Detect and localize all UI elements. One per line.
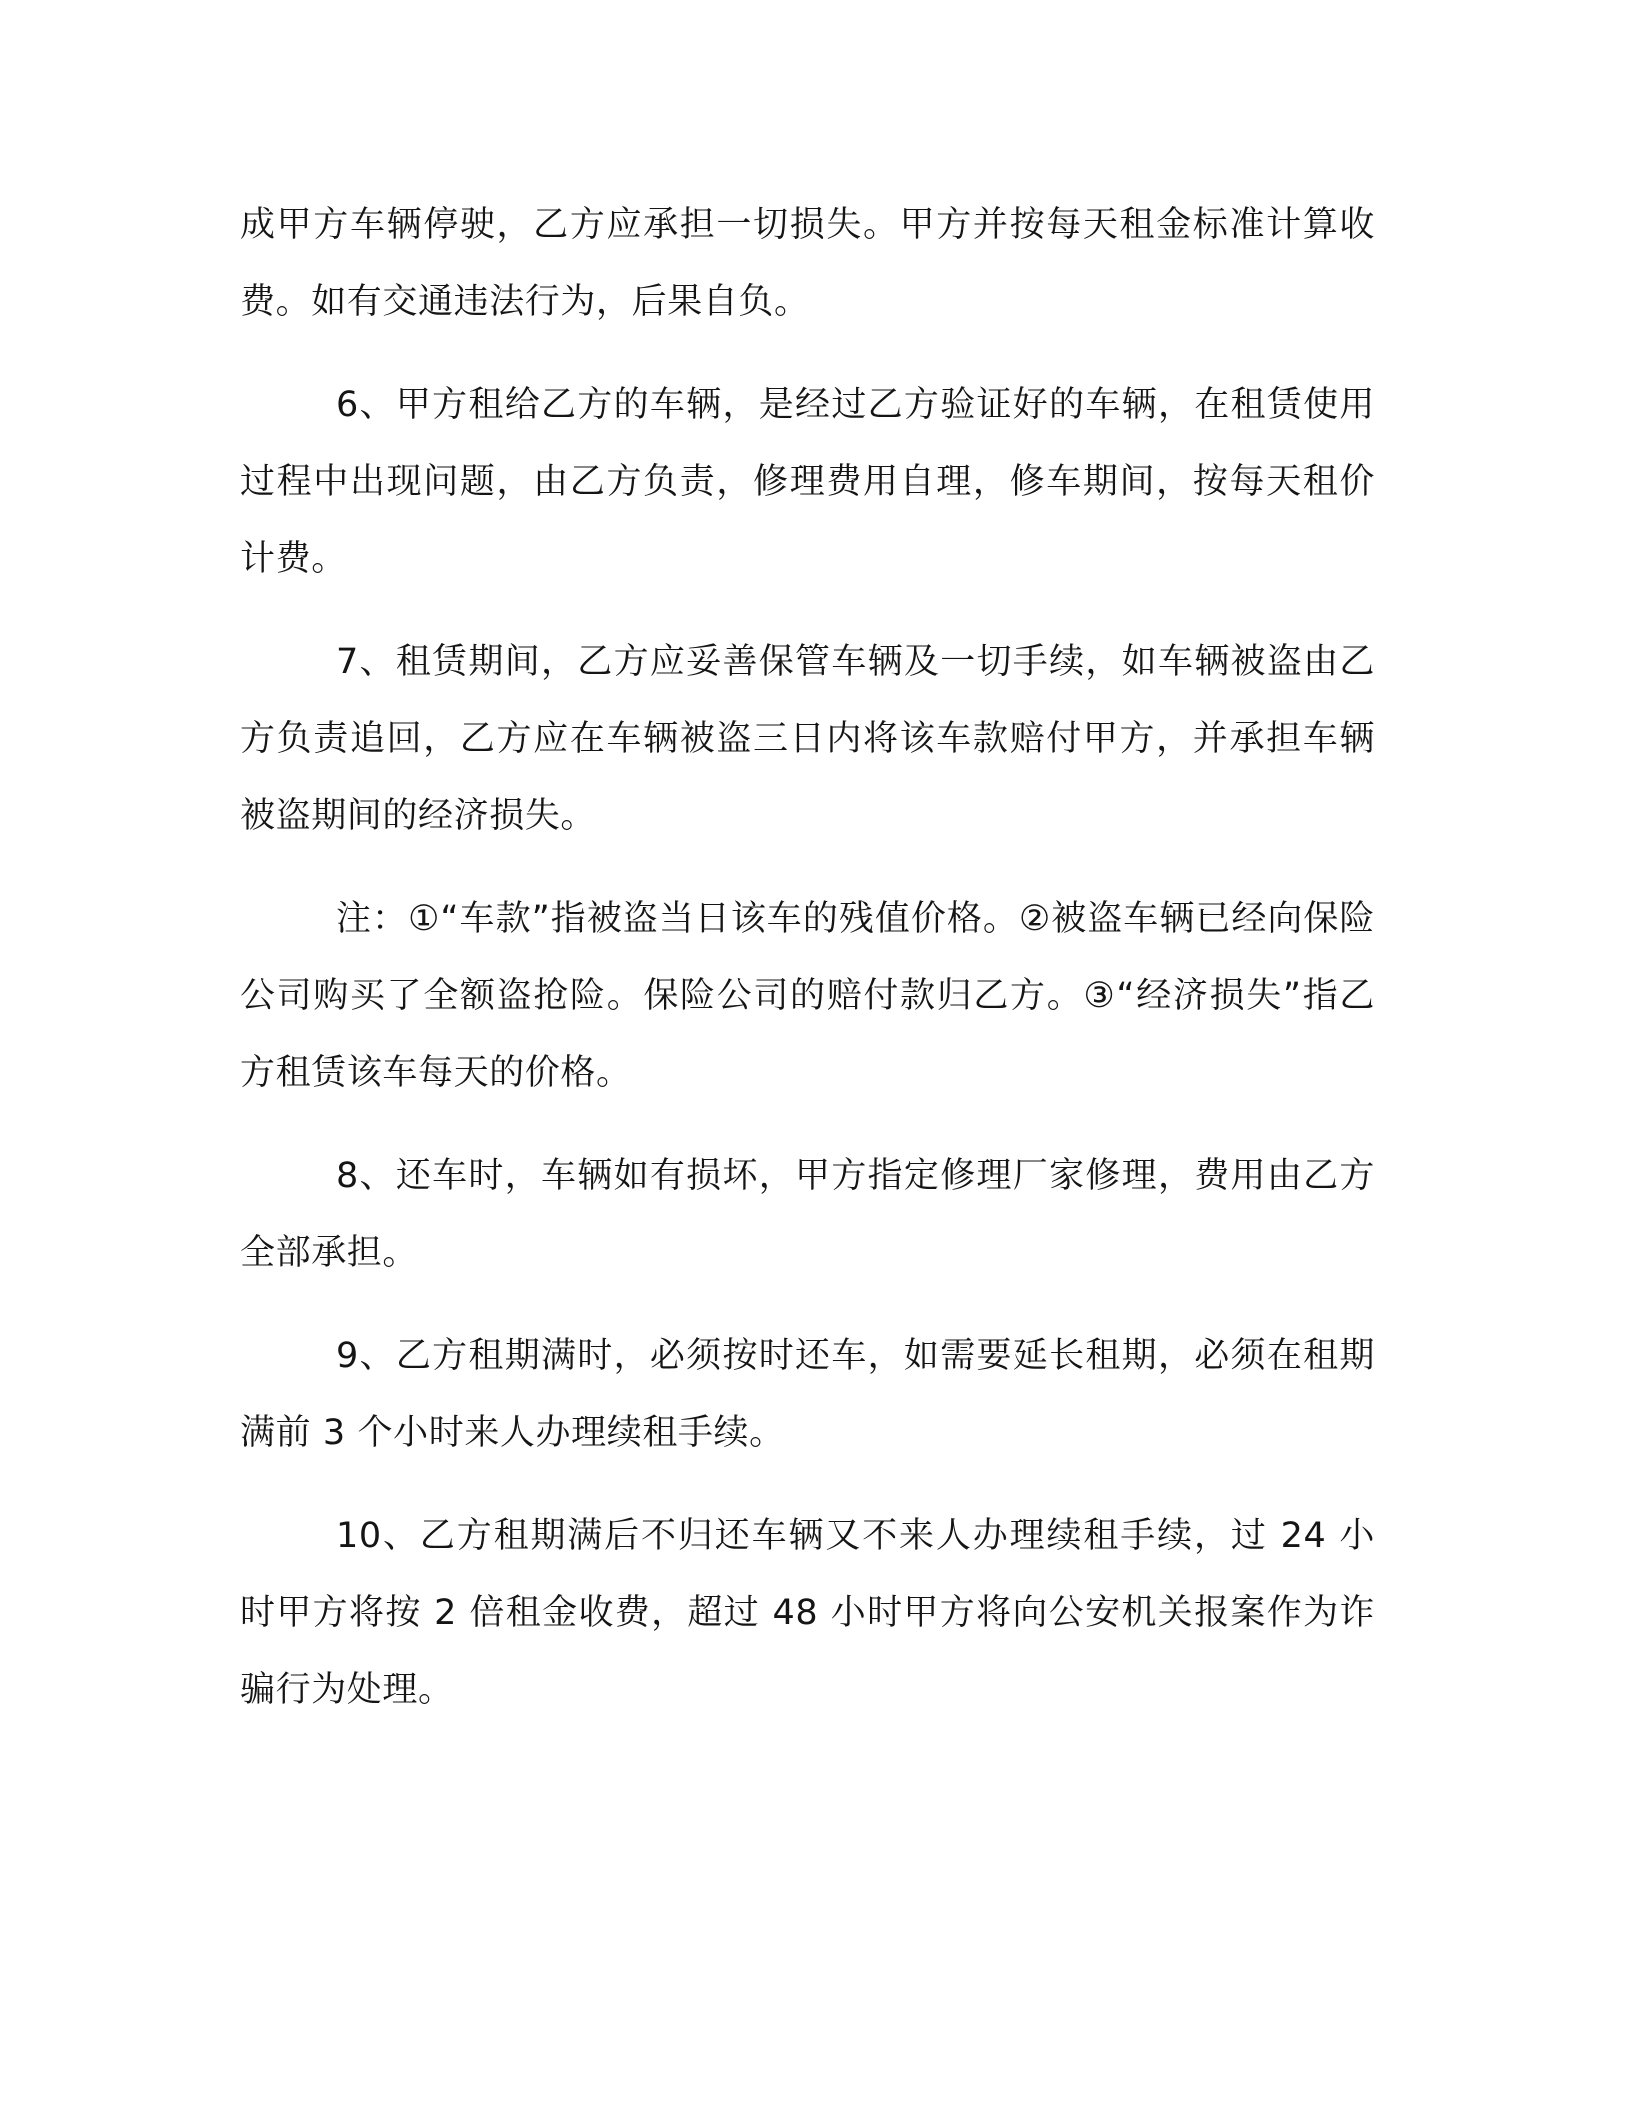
document-body <box>240 187 1375 1755</box>
clause-9: 9、乙方租期满时，必须按时还车，如需要延长租期，必须在租期满前 3 个小时来人办理续租手续。 <box>240 1336 1375 1453</box>
clause-8: 8、还车时，车辆如有损坏，甲方指定修理厂家修理，费用由乙方全部承担。 <box>240 1156 1375 1273</box>
clause-10: 10、乙方租期满后不归还车辆又不来人办理续租手续，过 24 小时甲方将按 2 倍租金收费，超过 48 小时甲方将向公安机关报案作为诈骗行为处理。 <box>240 1516 1375 1710</box>
paragraph-continuation: 成甲方车辆停驶，乙方应承担一切损失。甲方并按每天租金标准计算收费。如有交通违法行为，后果自负。 <box>240 205 1375 322</box>
clause-7: 7、租赁期间，乙方应妥善保管车辆及一切手续，如车辆被盗由乙方负责追回，乙方应在车辆被盗三日内将该车款赔付甲方，并承担车辆被盗期间的经济损失。 <box>240 642 1375 836</box>
clause-7-note: 注：①“车款”指被盗当日该车的残值价格。②被盗车辆已经向保险公司购买了全额盗抢险。保险公司的赔付款归乙方。③“经济损失”指乙方租赁该车每天的价格。 <box>240 899 1375 1093</box>
clause-6: 6、甲方租给乙方的车辆，是经过乙方验证好的车辆，在租赁使用过程中出现问题，由乙方负责，修理费用自理，修车期间，按每天租价计费。 <box>240 385 1375 579</box>
